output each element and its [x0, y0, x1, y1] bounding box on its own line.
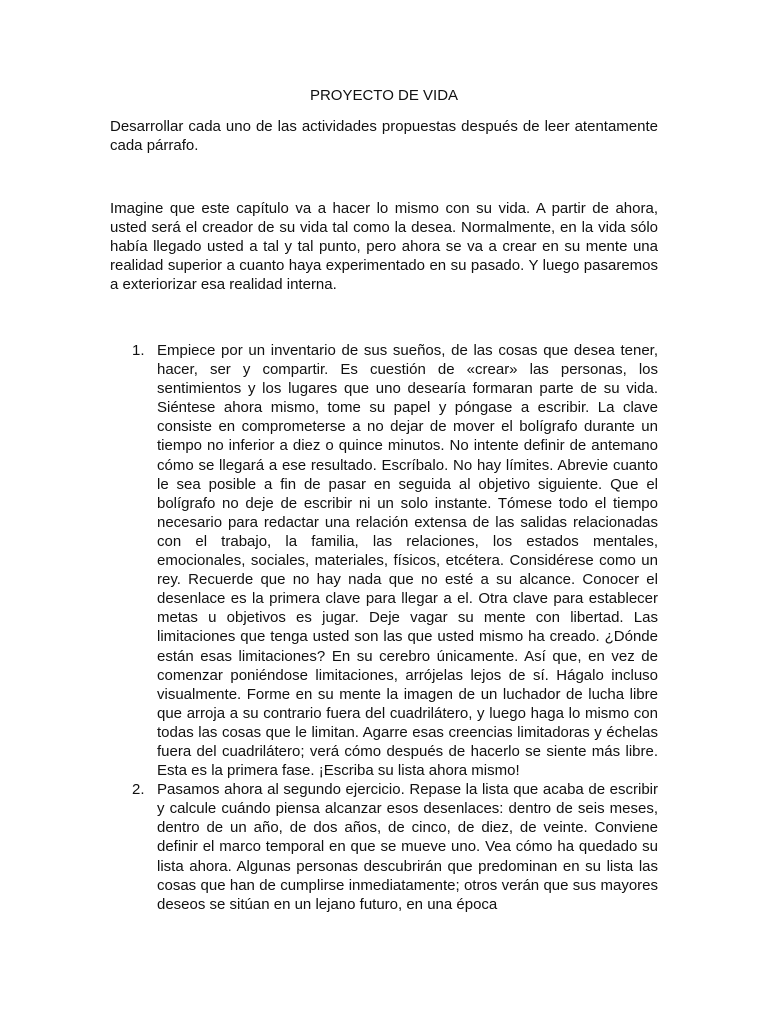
activity-list: [132, 341, 658, 914]
list-item: [132, 341, 658, 780]
instructions-paragraph: Desarrollar cada uno de las actividades propuestas después de leer atentamente cada párrafo.: [110, 118, 658, 155]
list-item-text: Pasamos ahora al segundo ejercicio. Repase la lista que acaba de escribir y calcule cuándo piensa alcanzar esos desenlaces: dentro de seis meses, dentro de un año, de dos años, de cinco, de diez, de veinte. Conviene definir el marco temporal en que se mueve uno. Vea cómo ha quedado su lista ahora. Algunas personas descubrirán que predominan en su lista las cosas que han de cumplirse inmediatamente; otros verán que sus mayores deseos se sitúan en un lejano futuro, en una época: [157, 781, 658, 913]
intro-paragraph: Imagine que este capítulo va a hacer lo mismo con su vida. A partir de ahora, usted será el creador de su vida tal como la desea. Normalmente, en la vida sólo había llegado usted a tal y tal punto, pero ahora se va a crear en su mente una realidad superior a cuanto haya experimentado en su pasado. Y luego pasaremos a exteriorizar esa realidad interna.: [110, 200, 658, 294]
list-item-number: 1.: [132, 342, 145, 359]
list-item-text: Empiece por un inventario de sus sueños, de las cosas que desea tener, hacer, ser y compartir. Es cuestión de «crear» las personas, los sentimientos y los lugares que uno desearía formaran parte de su vida. Siéntese ahora mismo, tome su papel y póngase a escribir. La clave consiste en comprometerse a no dejar de mover el bolígrafo durante un tiempo no inferior a diez o quince minutos. No intente definir de antemano cómo se llegará a ese resultado. Escríbalo. No hay límites. Abrevie cuanto le sea posible a fin de pasar en seguida al objetivo siguiente. Que el bolígrafo no deje de escribir ni un solo instante. Tómese todo el tiempo necesario para redactar una relación extensa de las salidas relacionadas con el trabajo, la familia, las relaciones, los estados mentales, emocionales, sociales, materiales, físicos, etcétera. Considérese como un rey. Recuerde que no hay nada que no esté a su alcance. Conocer el desenlace es la primera clave para llegar a el. Otra clave para establecer metas u objetivos es jugar. Deje vagar su mente con libertad. Las limitaciones que tenga usted son las que usted mismo ha creado. ¿Dónde están esas limitaciones? En su cerebro únicamente. Así que, en vez de comenzar poniéndose limitaciones, arrójelas lejos de sí. Hágalo incluso visualmente. Forme en su mente la imagen de un luchador de lucha libre que arroja a su contrario fuera del cuadrilátero, y luego haga lo mismo con todas las cosas que le limitan. Agarre esas creencias limitadoras y échelas fuera del cuadrilátero; verá cómo después de hacerlo se siente más libre. Esta es la primera fase. ¡Escriba su lista ahora mismo!: [157, 342, 658, 780]
document-title: PROYECTO DE VIDA: [309, 87, 459, 104]
list-item: [132, 780, 658, 914]
list-item-number: 2.: [132, 781, 145, 799]
